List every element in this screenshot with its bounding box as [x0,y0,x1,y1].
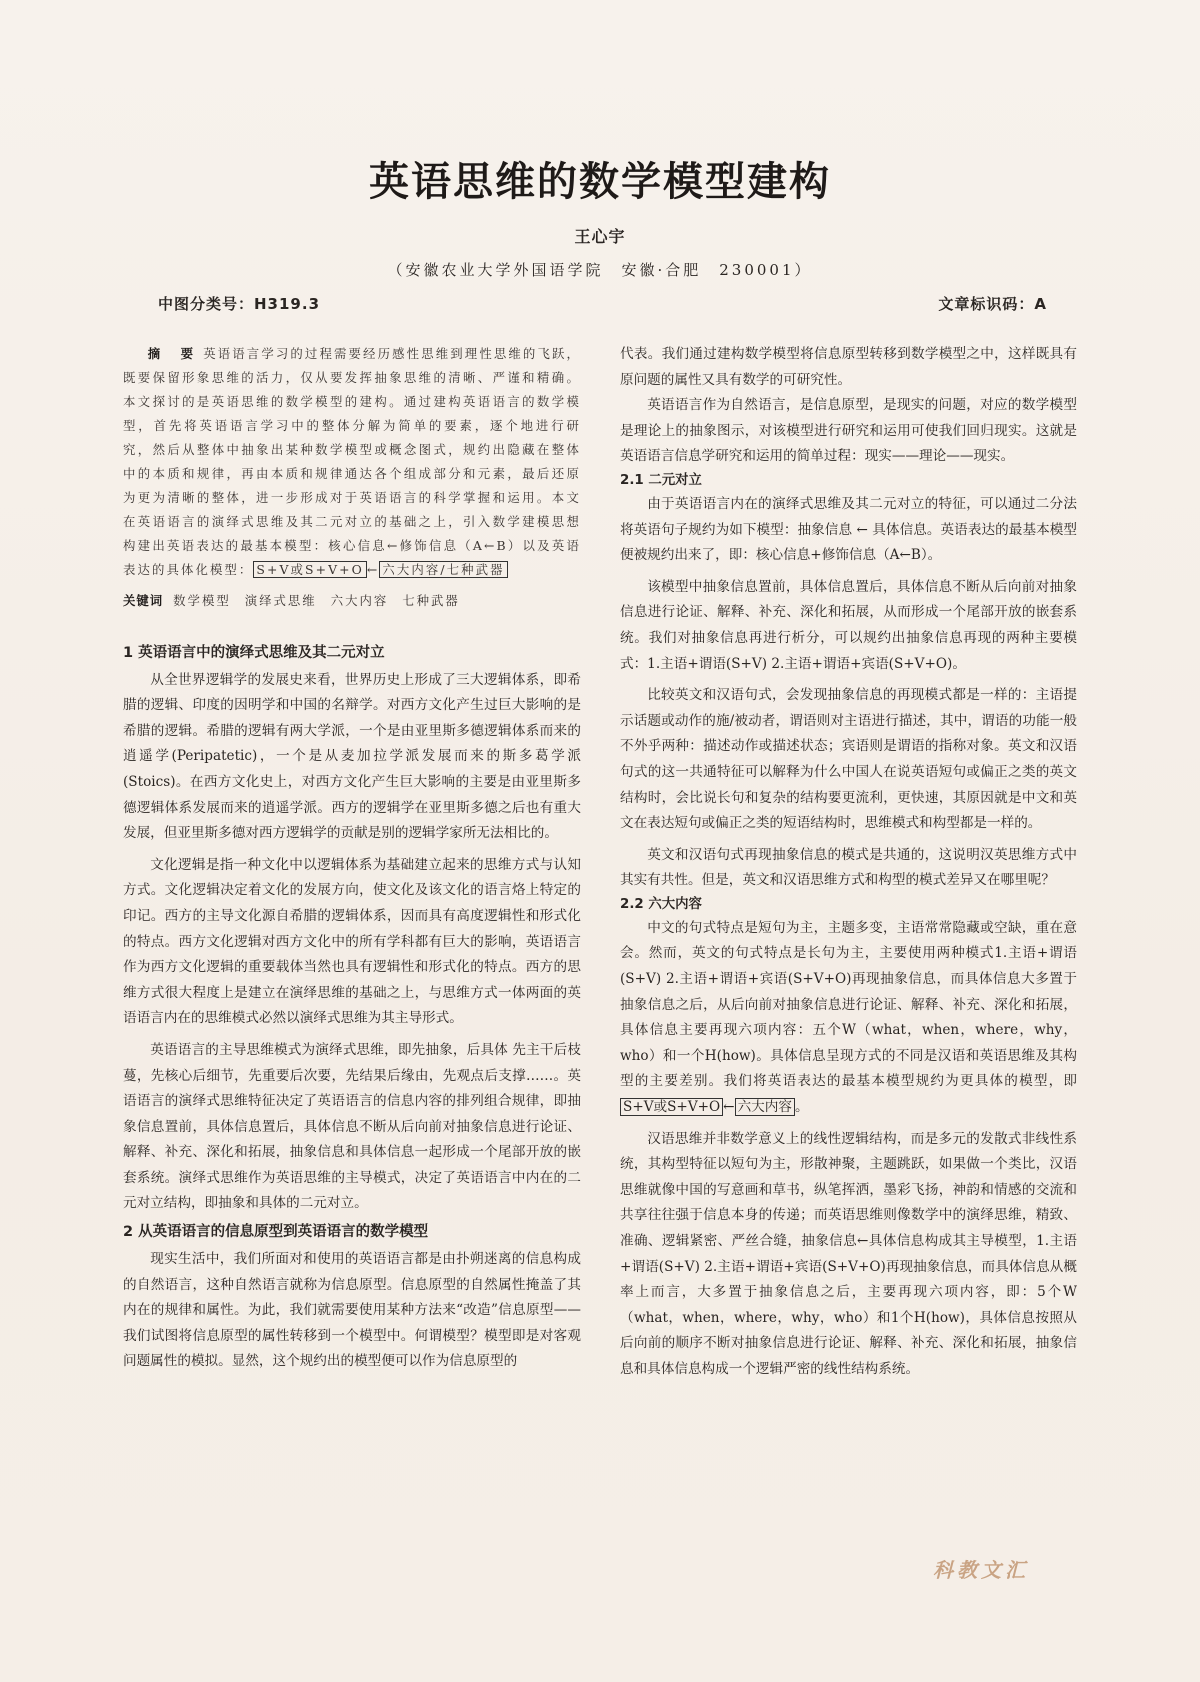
keywords [123,588,581,614]
journal-logo: 科教文汇 [933,1558,1029,1582]
section-2-paragraph: 英语语言作为自然语言，是信息原型，是现实的问题，对应的数学模型是理论上的抽象图示，对该模型进行研究和运用可使我们回归现实。这就是英语语言信息学研究和运用的简单过程：现实——理论——现实。 [620,397,1077,465]
section-2-1-heading: 2.1 二元对立 [620,472,702,488]
section-2-1-paragraph: 英文和汉语句式再现抽象信息的模式是共通的，这说明汉英思维方式中其实有共性。但是，英文和汉语思维方式和构型的模式差异又在哪里呢？ [620,846,1077,889]
section-2-1-paragraph: 由于英语语言内在的演绎式思维及其二元对立的特征，可以通过二分法将英语句子规约为如下模型：抽象信息 ← 具体信息。英语表达的最基本模型便被规约出来了，即：核心信息+修饰信息（A←B）。 [620,495,1077,564]
right-column [620,342,1077,1383]
model-core-box: S+V或S+V+O [620,1098,723,1116]
abstract [123,342,581,582]
section-2-paragraph-continued: 代表。我们通过建构数学模型将信息原型转移到数学模型之中，这样既具有原问题的属性又具有数学的可研究性。 [620,346,1077,388]
keyword: 六大内容 [330,593,389,608]
section-2-2-paragraph: 汉语思维并非数学意义上的线性逻辑结构，而是多元的发散式非线性系统，其构型特征以短句为主，形散神聚，主题跳跃，如果做一个类比，汉语思维就像中国的写意画和草书，纵笔挥洒，墨彩飞扬，神韵和情感的交流和共享往往强于信息本身的传递；而英语思维则像数学中的演绎思维，精致、准确、逻辑紧密、严丝合缝，抽象信息←具体信息构成其主导模型，1.主语+谓语(S+V) 2.主语+谓语+宾语(S+V+O)再现抽象信息，而具体信息从概率上而言，大多置于抽象信息之后，主要再现六项内容，即：5个W（what，when，where，why，who）和1个H(how)，具体信息按照从后向前的顺序不断对抽象信息进行论证、解释、补充、深化和拓展，抽象信息和具体信息构成一个逻辑严密的线性结构系统。 [620,1130,1077,1377]
section-2-2-text: 中文的句式特点是短句为主，主题多变，主语常常隐藏或空缺，重在意会。然而，英文的句式特点是长句为主，主要使用两种模式1.主语+谓语(S+V) 2.主语+谓语+宾语(S+V+O)再现抽象信息，而具体信息大多置于抽象信息之后，从后向前对抽象信息进行论证、解释、补充、深化和拓展，具体信息主要再现六项内容：五个W（what，when，where，why，who）和一个H(how)。具体信息呈现方式的不同是汉语和英语思维及其构型的主要差别。我们将英语表达的最基本模型规约为更具体的模型，即 [620,919,1077,1090]
model-arrow: ← [723,1099,735,1116]
section-1-paragraph: 文化逻辑是指一种文化中以逻辑体系为基础建立起来的思维方式与认知方式。文化逻辑决定着文化的发展方向，使文化及该文化的语言烙上特定的印记。西方的主导文化源自希腊的逻辑体系，因而具有高度逻辑性和形式化的特点。西方文化逻辑对西方文化中的所有学科都有巨大的影响，英语语言作为西方文化逻辑的重要载体当然也具有逻辑性和形式化的特点。西方的思维方式很大程度上是建立在演绎思维的基础之上，与思维方式一体两面的英语语言内在的思维模式必然以演绎式思维为其主导形式。 [123,856,581,1027]
left-column [123,342,581,1375]
keyword: 演绎式思维 [244,593,317,608]
article-title: 英语思维的数学模型建构 [369,158,831,205]
abstract-model-arrow: ← [366,562,380,577]
section-2-2-paragraph [620,916,1077,1121]
abstract-model-core: S+V或S+V+O [253,561,366,578]
author-name: 王心宇 [574,227,626,246]
document-code: 文章标识码：A [938,295,1047,313]
section-2-1-paragraph: 该模型中抽象信息置前，具体信息置后，具体信息不断从后向前对抽象信息进行论证、解释、补充、深化和拓展，从而形成一个尾部开放的嵌套系统。我们对抽象信息再进行析分，可以规约出抽象信息再现的两种主要模式：1.主语+谓语(S+V) 2.主语+谓语+宾语(S+V+O)。 [620,578,1077,672]
section-2-2-text-end: 。 [794,1099,809,1116]
section-2-heading: 2 从英语语言的信息原型到英语语言的数学模型 [123,1224,429,1241]
section-1-heading: 1 英语语言中的演绎式思维及其二元对立 [123,644,385,661]
section-2-1-paragraph: 比较英文和汉语句式，会发现抽象信息的再现模式都是一样的：主语提示话题或动作的施/被动者，谓语则对主语进行描述，其中，谓语的功能一般不外乎两种：描述动作或描述状态；宾语则是谓语的指称对象。英文和汉语句式的这一共通特征可以解释为什么中国人在说英语短句或偏正之类的英文结构时，会比说长句和复杂的结构要更流利，更快速，其原因就是中文和英文在表达短句或偏正之类的短语结构时，思维模式和构型都是一样的。 [620,687,1077,832]
keyword: 七种武器 [402,593,460,608]
author-affiliation: （安徽农业大学外国语学院 安徽·合肥 230001） [387,261,813,279]
model-detail-box: 六大内容 [735,1098,795,1116]
section-1-paragraph: 从全世界逻辑学的发展史来看，世界历史上形成了三大逻辑体系，即希腊的逻辑、印度的因明学和中国的名辩学。对西方文化产生过巨大影响的是希腊的逻辑。希腊的逻辑有两大学派，一个是由亚里斯多德逻辑体系而来的逍遥学(Peripatetic)，一个是从麦加拉学派发展而来的斯多葛学派(Stoics)。在西方文化史上，对西方文化产生巨大影响的主要是由亚里斯多德逻辑体系发展而来的逍遥学派。西方的逻辑学在亚里斯多德之后也有重大发展，但亚里斯多德对西方逻辑学的贡献是别的逻辑学家所无法相比的。 [123,671,581,842]
classification-number: 中图分类号：H319.3 [158,295,321,313]
section-2-2-heading: 2.2 六大内容 [620,896,702,912]
section-1-paragraph: 英语语言的主导思维模式为演绎式思维，即先抽象，后具体 先主干后枝蔓，先核心后细节，先重要后次要，先结果后缘由，先观点后支撑……。英语语言的演绎式思维特征决定了英语语言的信息内容的排列组合规律，即抽象信息置前，具体信息置后，具体信息不断从后向前对抽象信息进行论证、解释、补充、深化和拓展，抽象信息和具体信息一起形成一个尾部开放的嵌套系统。演绎式思维作为英语思维的主导模式，决定了英语语言中内在的二元对立结构，即抽象和具体的二元对立。 [123,1041,581,1212]
abstract-label: 摘 要 [147,346,198,361]
abstract-text: 英语语言学习的过程需要经历感性思维到理性思维的飞跃，既要保留形象思维的活力，仅从要发挥抽象思维的清晰、严谨和精确。本文探讨的是英语思维的数学模型的建构。通过建构英语语言的数学模型，首先将英语语言学习中的整体分解为简单的要素，逐个地进行研究，然后从整体中抽象出某种数学模型或概念图式，规约出隐藏在整体中的本质和规律，再由本质和规律通达各个组成部分和元素，最后还原为更为清晰的整体，进一步形成对于英语语言的科学掌握和运用。本文在英语语言的演绎式思维及其二元对立的基础之上，引入数学建模思想构建出英语表达的最基本模型：核心信息←修饰信息（A←B）以及英语表达的具体化模型： [123,346,582,577]
keywords-label: 关键词 [123,593,164,608]
abstract-model-detail: 六大内容/七种武器 [379,561,507,578]
section-2-paragraph: 现实生活中，我们所面对和使用的英语语言都是由扑朔迷离的信息构成的自然语言，这种自然语言就称为信息原型。信息原型的自然属性掩盖了其内在的规律和属性。为此，我们就需要使用某种方法来“改造”信息原型——我们试图将信息原型的属性转移到一个模型中。何谓模型？模型即是对客观问题属性的模拟。显然，这个规约出的模型便可以作为信息原型的 [123,1251,581,1370]
keyword: 数学模型 [173,593,231,608]
